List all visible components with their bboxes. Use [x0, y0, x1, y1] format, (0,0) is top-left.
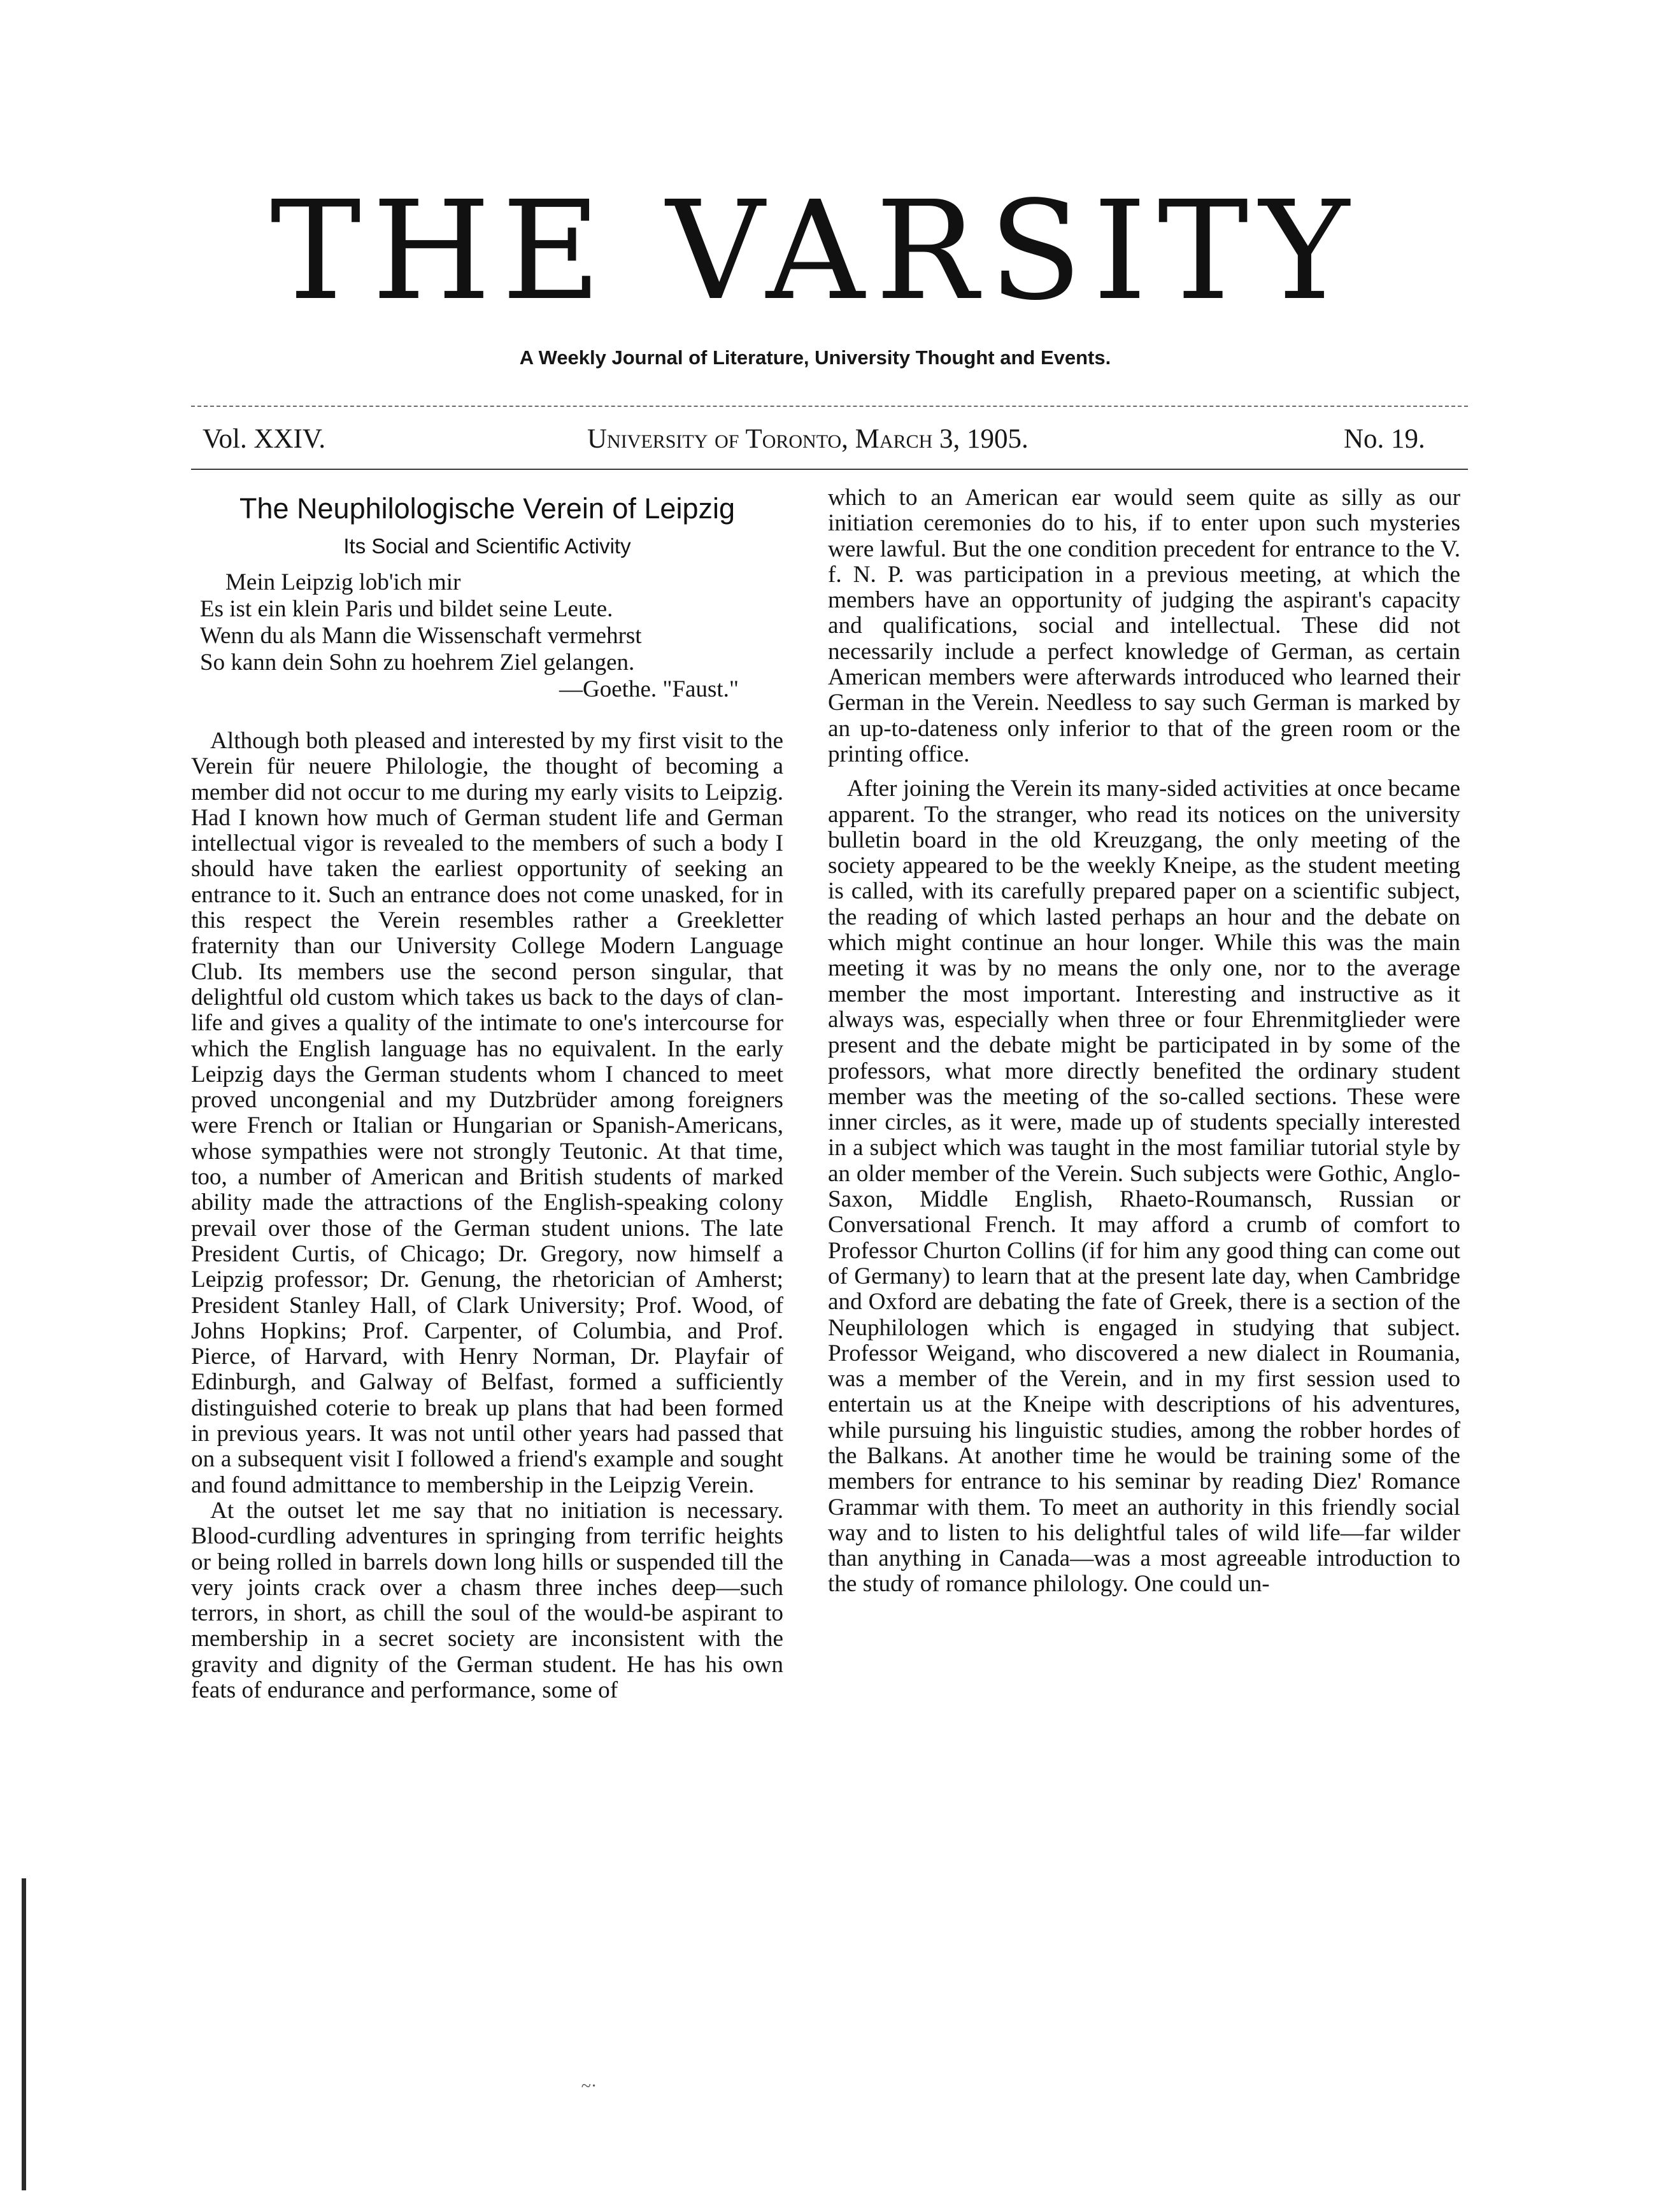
article-title: The Neuphilologische Verein of Leipzig: [239, 492, 735, 525]
masthead-title: THE VARSITY: [270, 172, 1360, 330]
binding-edge-mark: [22, 1878, 26, 2190]
article-subtitle: Its Social and Scientific Activity: [343, 534, 631, 558]
header-rule-top: [191, 406, 1468, 407]
verse-line: So kann dein Sohn zu hoehrem Ziel gelangen.: [200, 649, 635, 676]
epigraph-verse: [200, 569, 783, 703]
masthead-tagline: A Weekly Journal of Literature, University Thought and Events.: [519, 346, 1111, 369]
article-paragraph: After joining the Verein its many-sided activities at once became apparent. To the stranger, who read its notices on the university bulletin board in the old Kreuzgang, the only meeting of the society appeared to be the weekly Kneipe, as the student meeting is called, with its carefully prepared paper on a scientific subject, the reading of which lasted perhaps an hour and the debate on which might continue an hour longer. While this was the main meeting it was by no means the only one, nor to the average member the most important. Interesting and instructive as it always was, especially when three or four Ehrenmitglieder were present and the debate might be participated in by some of the professors, what more directly benefited the ordinary student member was the meeting of the so-called sections. These were inner circles, as it were, made up of students specially interested in a subject which was taught in the most familiar tutorial style by an older member of the Verein. Such subjects were Gothic, Anglo-Saxon, Middle English, Rhaeto-Roumansch, Russian or Conversational French. It may afford a crumb of comfort to Professor Churton Collins (if for him any good thing can come out of Germany) to learn that at the present late day, when Cambridge and Oxford are debating the fate of Greek, there is a section of the Neuphilologen which is engaged in studying that subject. Professor Weigand, who discovered a new dialect in Roumania, was a member of the Verein, and in my first session used to entertain us at the Kneipe with descriptions of his adventures, while pursuing his linguistic studies, among the robber hordes of the Balkans. At another time he would be training some of the members for entrance to his seminar by reading Diez' Romance Grammar with them. To meet an authority in this friendly social way and to listen to his delightful tales of wild life—far wilder than anything in Canada—was a most agreeable introduction to the study of romance philology. One could un-: [828, 776, 1460, 1598]
article-paragraph-continuation: which to an American ear would seem quite as silly as our initiation ceremonies do to his, if to enter upon such mysteries were lawful. But the one condition precedent for entrance to the V. f. N. P. was participation in a previous meeting, at which the members have an opportunity of judging the aspirant's capacity and qualifications, social and intellectual. These did not necessarily include a perfect knowledge of German, as certain American members were afterwards introduced who learned their German in the Verein. Needless to say such German is marked by an up-to-dateness only inferior to that of the green room or the printing office.: [828, 485, 1460, 767]
volume-label: Vol. XXIV.: [203, 424, 326, 454]
page-smudge-mark: ~·: [581, 2076, 597, 2096]
verse-line: Es ist ein klein Paris und bildet seine Leute.: [200, 596, 613, 622]
verse-attribution: —Goethe. "Faust.": [559, 676, 739, 702]
issue-number-label: No. 19.: [1344, 424, 1425, 454]
article-paragraph: Although both pleased and interested by my first visit to the Verein für neuere Philologie, the thought of becoming a member did not occur to me during my early visits to Leipzig. Had I known how much of German student life and German intellectual vigor is revealed to the members of such a body I should have taken the earliest opportunity of seeking an entrance to it. Such an entrance does not come unasked, for in this respect the Verein resembles rather a Greekletter fraternity than our University College Modern Language Club. Its members use the second person singular, that delightful old custom which takes us back to the days of clan-life and gives a quality of the intimate to one's intercourse for which the English language has no equivalent. In the early Leipzig days the German students whom I chanced to meet proved uncongenial and my Dutzbrüder among foreigners were French or Italian or Hungarian or Spanish-Americans, whose sympathies were not strongly Teutonic. At that time, too, a number of American and British students of marked ability made the attractions of the English-speaking colony prevail over those of the German student unions. The late President Curtis, of Chicago; Dr. Gregory, now himself a Leipzig professor; Dr. Genung, the rhetorician of Amherst; President Stanley Hall, of Clark University; Prof. Wood, of Johns Hopkins; Prof. Carpenter, of Columbia, and Prof. Pierce, of Harvard, with Henry Norman, Dr. Playfair of Edinburgh, and Galway of Belfast, formed a sufficiently distinguished coterie to break up plans that had been formed in previous years. It was not until other years had passed that on a subsequent visit I followed a friend's example and sought and found admittance to membership in the Leipzig Verein.: [191, 728, 783, 1498]
paragraph-gap: [828, 767, 1460, 776]
article-paragraph: At the outset let me say that no initiation is necessary. Blood-curdling adventures in springing from terrific heights or being rolled in barrels down long hills or suspended till the very joints crack over a chasm three inches deep—such terrors, in short, as chill the soul of the would-be aspirant to membership in a secret society are inconsistent with the gravity and dignity of the German student. He has his own feats of endurance and performance, some of: [191, 1497, 783, 1703]
header-rule-bottom: [191, 469, 1468, 470]
article-column-right: [828, 485, 1460, 1598]
verse-line: Wenn du als Mann die Wissenschaft vermehrst: [200, 623, 642, 649]
verse-line: Mein Leipzig lob'ich mir: [225, 569, 461, 595]
issue-info-line: [191, 420, 1468, 458]
place-date-label: University of Toronto, March 3, 1905.: [587, 424, 1029, 454]
article-column-left: [191, 484, 783, 1703]
